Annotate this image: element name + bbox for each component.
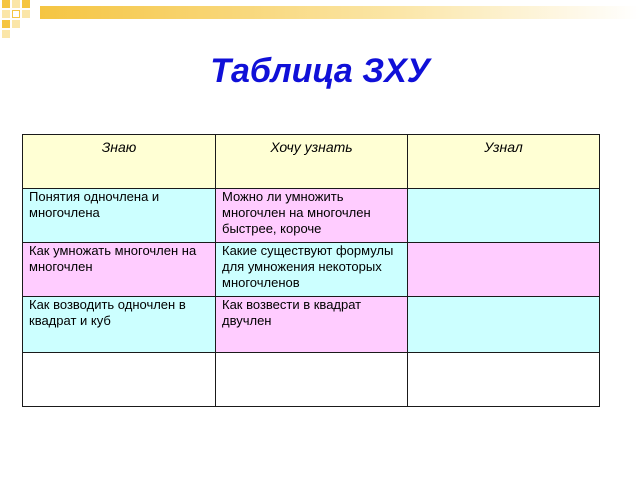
table-cell: Какие существуют формулы для умножения некоторых многочленов: [216, 243, 408, 297]
table-row: [23, 353, 600, 407]
table-cell: [23, 353, 216, 407]
table-cell: [408, 243, 600, 297]
slide-title: Таблица ЗХУ: [210, 52, 430, 90]
header-learned: Узнал: [408, 135, 600, 189]
table-cell: Понятия одночлена и многочлена: [23, 189, 216, 243]
table-cell: Как возводить одночлен в квадрат и куб: [23, 297, 216, 353]
table-cell: Как возвести в квадрат двучлен: [216, 297, 408, 353]
header-want-to-know: Хочу узнать: [216, 135, 408, 189]
zhu-table: [22, 134, 600, 407]
decorative-header-squares: [0, 0, 640, 48]
table-cell: [408, 353, 600, 407]
table-row: [23, 243, 600, 297]
table-cell: Можно ли умножить многочлен на многочлен быстрее, короче: [216, 189, 408, 243]
table-row: [23, 189, 600, 243]
table-cell: [216, 353, 408, 407]
table-cell: [408, 297, 600, 353]
table-header-row: [23, 135, 600, 189]
header-know: Знаю: [23, 135, 216, 189]
table-cell: Как умножать многочлен на многочлен: [23, 243, 216, 297]
table-cell: [408, 189, 600, 243]
table-row: [23, 297, 600, 353]
decorative-gradient-bar: [40, 6, 640, 19]
